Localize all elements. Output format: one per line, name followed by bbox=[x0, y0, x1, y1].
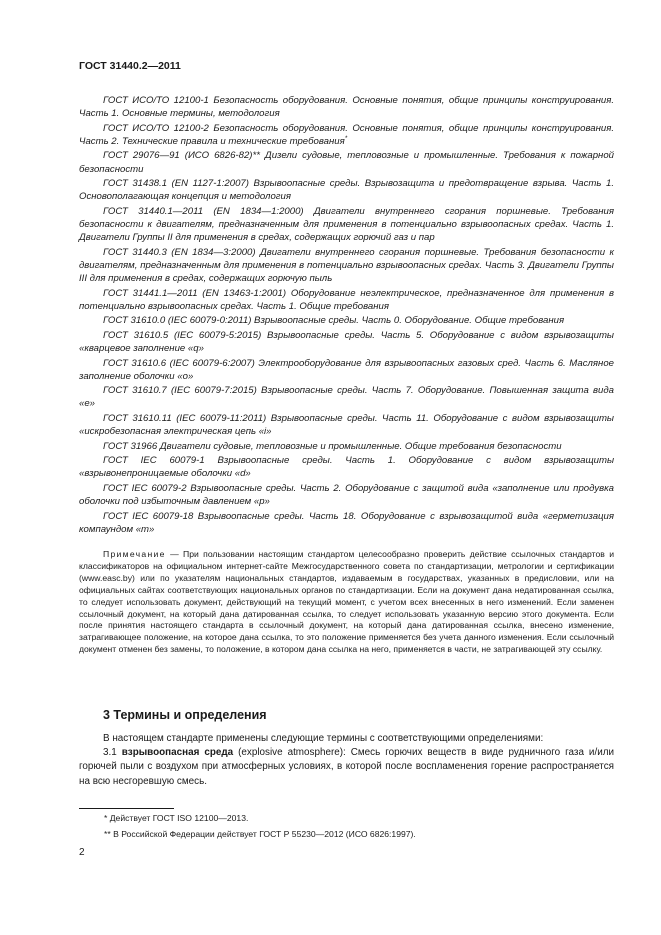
reference-text: ГОСТ 31610.6 (IEC 60079-6:2007) Электрооборудование для взрывоопасных газовых сред. Часть 6. Масляное заполнение оболочки «о» bbox=[79, 357, 614, 382]
reference-item bbox=[79, 94, 614, 120]
reference-item bbox=[79, 314, 614, 327]
reference-item bbox=[79, 482, 614, 508]
page-number: 2 bbox=[79, 847, 85, 858]
footnote: ** В Российской Федерации действует ГОСТ Р 55230—2012 (ИСО 6826:1997). bbox=[104, 829, 416, 839]
reference-text: ГОСТ 31610.11 (IEC 60079-11:2011) Взрывоопасные среды. Часть 11. Оборудование с видом взрывозащиты «искробезопасная электрическая цепь «i» bbox=[79, 412, 614, 438]
reference-item bbox=[79, 440, 614, 453]
document-header: ГОСТ 31440.2—2011 bbox=[79, 60, 181, 72]
reference-item bbox=[79, 357, 614, 383]
reference-text: ГОСТ 31441.1—2011 (EN 13463-1:2001) Оборудование неэлектрическое, предназначенное для применения в потенциально взрывоопасных средах. Часть 1. Общие требования bbox=[79, 287, 614, 312]
reference-item bbox=[79, 149, 614, 175]
section-intro: В настоящем стандарте применены следующие термины с соответствующими определениями: bbox=[103, 733, 544, 744]
reference-text: ГОСТ 31440.3 (EN 1834—3:2000) Двигатели внутреннего сгорания поршневые. Требования безопасности к двигателям, предназначенным для применения в потенциально взрывоопасных средах. Часть 3. Двигатели Группы III для применения в средах, содержащих горючую пыль bbox=[79, 246, 614, 285]
reference-item bbox=[79, 246, 614, 286]
reference-text: ГОСТ 31610.0 (IEC 60079-0:2011) Взрывоопасные среды. Часть 0. Оборудование. Общие требования bbox=[103, 315, 565, 327]
note-block bbox=[79, 549, 614, 656]
reference-item bbox=[79, 177, 614, 203]
term-text: (explosive atmosphere): Смесь горючих веществ в виде рудничного газа и/или горючей пыли с воздухом при атмосферных условиях, в которой после воспламенения горение распространяется на всю несгоревшую смесь. bbox=[79, 747, 614, 787]
reference-text: ГОСТ 31610.5 (IEC 60079-5:2015) Взрывоопасные среды. Часть 5. Оборудование с видом взрывозащиты «кварцевое заполнение «q» bbox=[79, 329, 614, 355]
reference-text: ГОСТ 29076—91 (ИСО 6826-82)** Дизели судовые, тепловозные и промышленные. Требования к пожарной безопасности bbox=[79, 150, 614, 175]
section-body bbox=[79, 732, 614, 789]
note-label: Примечание bbox=[103, 549, 166, 559]
reference-text: ГОСТ IEC 60079-18 Взрывоопасные среды. Часть 18. Оборудование с взрывозащитой вида «герметизация компаундом «m» bbox=[79, 510, 614, 535]
reference-item bbox=[79, 384, 614, 410]
reference-text: ГОСТ ИСО/ТО 12100-1 Безопасность оборудования. Основные понятия, общие принципы конструирования. Часть 1. Основные термины, методология bbox=[79, 95, 614, 120]
reference-text: ГОСТ IEC 60079-1 Взрывоопасные среды. Часть 1. Оборудование с видом взрывозащиты «взрывонепроницаемые оболочки «d» bbox=[79, 455, 614, 480]
reference-item bbox=[79, 329, 614, 355]
reference-text: ГОСТ IEC 60079-2 Взрывоопасные среды. Часть 2. Оборудование с защитой вида «заполнение или продувка оболочки под избыточным давлением «р» bbox=[79, 482, 614, 508]
term-definition bbox=[79, 746, 614, 789]
term-number: 3.1 bbox=[103, 747, 122, 759]
note-paragraph bbox=[79, 549, 614, 656]
note-text: — При пользовании настоящим стандартом целесообразно проверить действие ссылочных стандартов и классификаторов на официальном интернет-сайте Межгосударственного совета по стандартизации, метрологии и сертификации (www.easc.by) или по указателям национальных стандартов, издаваемым в государствах, указанных в предисловии, или на официальных сайтах соответствующих национальных органов по стандартизации. Если на документ дана недатированная ссылка, то следует использовать документ, действующий на текущий момент, с учетом всех внесенных в него изменений. Если заменен ссылочный документ, на который дана датированная ссылка, то следует использовать указанную версию этого документа. Если после принятия настоящего стандарта в ссылочный документ, на который дана датированная ссылка, внесено изменение, затрагивающее положение, на которое дана ссылка, то это положение применяется без учета данного изменения. Если ссылочный документ отменен без замены, то положение, в котором дана ссылка на него, применяется в части, не затрагивающей эту ссылку. bbox=[79, 549, 614, 655]
reference-text: ГОСТ 31440.1—2011 (EN 1834—1:2000) Двигатели внутреннего сгорания поршневые. Требования безопасности к двигателям, предназначенным для применения в потенциально взрывоопасных средах. Часть 1. Двигатели Группы II для применения в средах, содержащих горючий газ и пар bbox=[79, 205, 614, 244]
reference-text: ГОСТ 31610.7 (IEC 60079-7:2015) Взрывоопасные среды. Часть 7. Оборудование. Повышенная защита вида «е» bbox=[79, 385, 614, 410]
reference-item bbox=[79, 205, 614, 245]
reference-item bbox=[79, 412, 614, 438]
footnote-marker: * bbox=[344, 134, 348, 142]
reference-text: ГОСТ 31438.1 (EN 1127-1:2007) Взрывоопасные среды. Взрывозащита и предотвращение взрыва. Часть 1. Основополагающая концепция и методология bbox=[79, 178, 614, 203]
reference-item bbox=[79, 287, 614, 313]
footnote-divider bbox=[79, 808, 174, 809]
footnote: * Действует ГОСТ ISO 12100—2013. bbox=[104, 813, 249, 823]
reference-text: ГОСТ 31966 Двигатели судовые, тепловозные и промышленные. Общие требования безопасности bbox=[103, 440, 562, 452]
reference-item bbox=[79, 454, 614, 480]
normative-references-list bbox=[79, 94, 614, 537]
reference-item bbox=[79, 510, 614, 536]
reference-text: ГОСТ ИСО/ТО 12100-2 Безопасность оборудования. Основные понятия, общие принципы конструирования. Часть 2. Технические правила и технические требования bbox=[79, 122, 614, 147]
term-name: взрывоопасная среда bbox=[121, 747, 234, 759]
section-title: 3 Термины и определения bbox=[103, 708, 267, 722]
reference-item bbox=[79, 122, 614, 148]
